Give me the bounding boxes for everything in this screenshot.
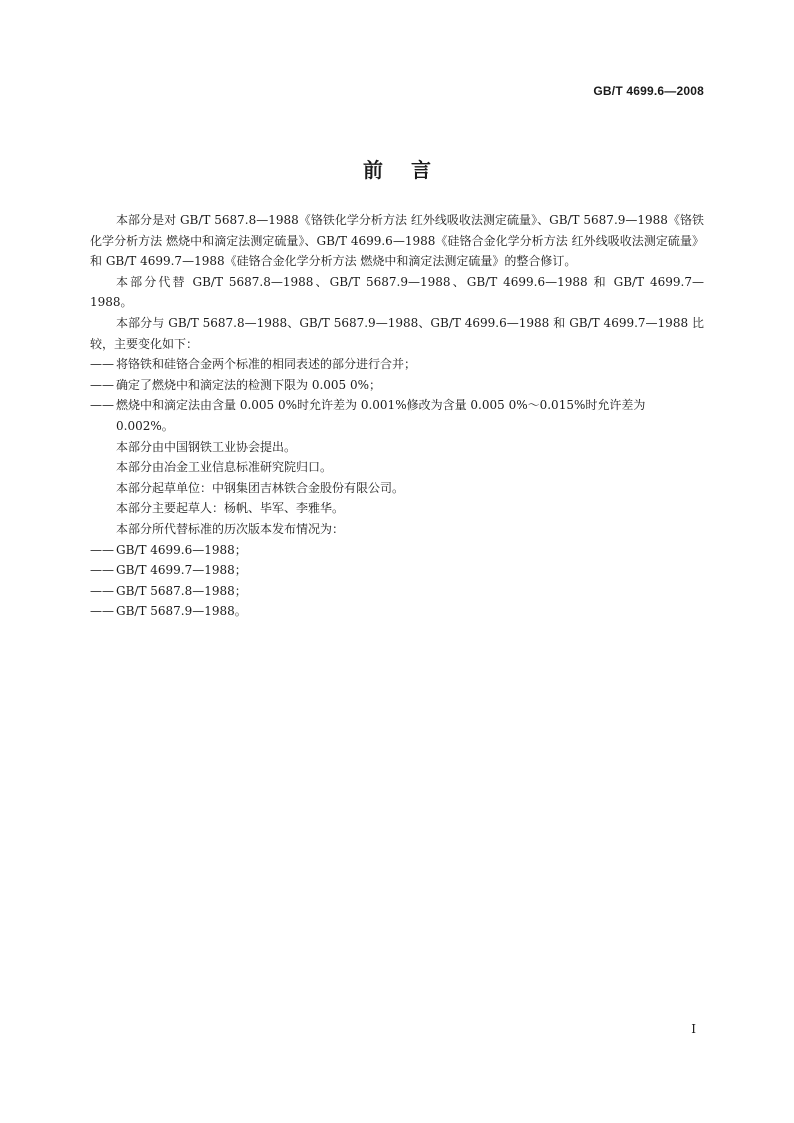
paragraph-drafters: 本部分主要起草人：杨帆、毕军、李雅华。 (116, 501, 345, 516)
history-item-text: GB/T 4699.7—1988； (116, 563, 247, 578)
paragraph-administrator: 本部分由冶金工业信息标准研究院归口。 (116, 460, 333, 475)
change-item-text: 将铬铁和硅铬合金两个标准的相同表述的部分进行合并； (116, 357, 417, 372)
foreword-body (90, 210, 704, 622)
dash-marker: —— (90, 377, 114, 392)
history-item (90, 601, 704, 622)
paragraph-comparison: 本部分与 GB/T 5687.8—1988、GB/T 5687.9—1988、GB/T 4699.6—1988 和 GB/T 4699.7—1988 比较，主要变化如下： (90, 315, 704, 351)
page-number: I (691, 1022, 696, 1036)
page-title: 前言 (363, 158, 459, 182)
dash-marker: —— (90, 542, 114, 557)
change-item (90, 375, 704, 396)
change-item-text: 燃烧中和滴定法由含量 0.005 0%时允许差为 0.001%修改为含量 0.005 0%～0.015%时允许差为 0.002%。 (116, 398, 646, 433)
dash-marker: —— (90, 604, 114, 619)
dash-marker: —— (90, 357, 114, 372)
paragraph-history-intro: 本部分所代替标准的历次版本发布情况为： (116, 521, 345, 536)
paragraph-proposer: 本部分由中国钢铁工业协会提出。 (116, 439, 297, 454)
history-item (90, 581, 704, 602)
paragraph-scope: 本部分是对 GB/T 5687.8—1988《铬铁化学分析方法 红外线吸收法测定硫量》、GB/T 5687.9—1988《铬铁化学分析方法 燃烧中和滴定法测定硫量》、GB/T 4699.6—1988《硅铬合金化学分析方法 红外线吸收法测定硫量》和 GB/T 4699.7—1988《硅铬合金化学分析方法 燃烧中和滴定法测定硫量》的整合修订。 (90, 213, 704, 269)
change-item (90, 395, 704, 436)
history-item (90, 540, 704, 561)
change-item-text: 确定了燃烧中和滴定法的检测下限为 0.005 0%； (116, 377, 382, 392)
change-item (90, 354, 704, 375)
dash-marker: —— (90, 583, 114, 598)
history-item-text: GB/T 5687.9—1988。 (116, 604, 247, 619)
dash-marker: —— (90, 398, 114, 413)
paragraph-drafting-unit: 本部分起草单位：中钢集团吉林铁合金股份有限公司。 (116, 480, 405, 495)
dash-marker: —— (90, 563, 114, 578)
history-item-text: GB/T 4699.6—1988； (116, 542, 247, 557)
history-item (90, 560, 704, 581)
history-item-text: GB/T 5687.8—1988； (116, 583, 247, 598)
standard-number-header: GB/T 4699.6—2008 (593, 84, 704, 98)
paragraph-replaces: 本部分代替 GB/T 5687.8—1988、GB/T 5687.9—1988、GB/T 4699.6—1988 和 GB/T 4699.7—1988。 (90, 274, 704, 310)
